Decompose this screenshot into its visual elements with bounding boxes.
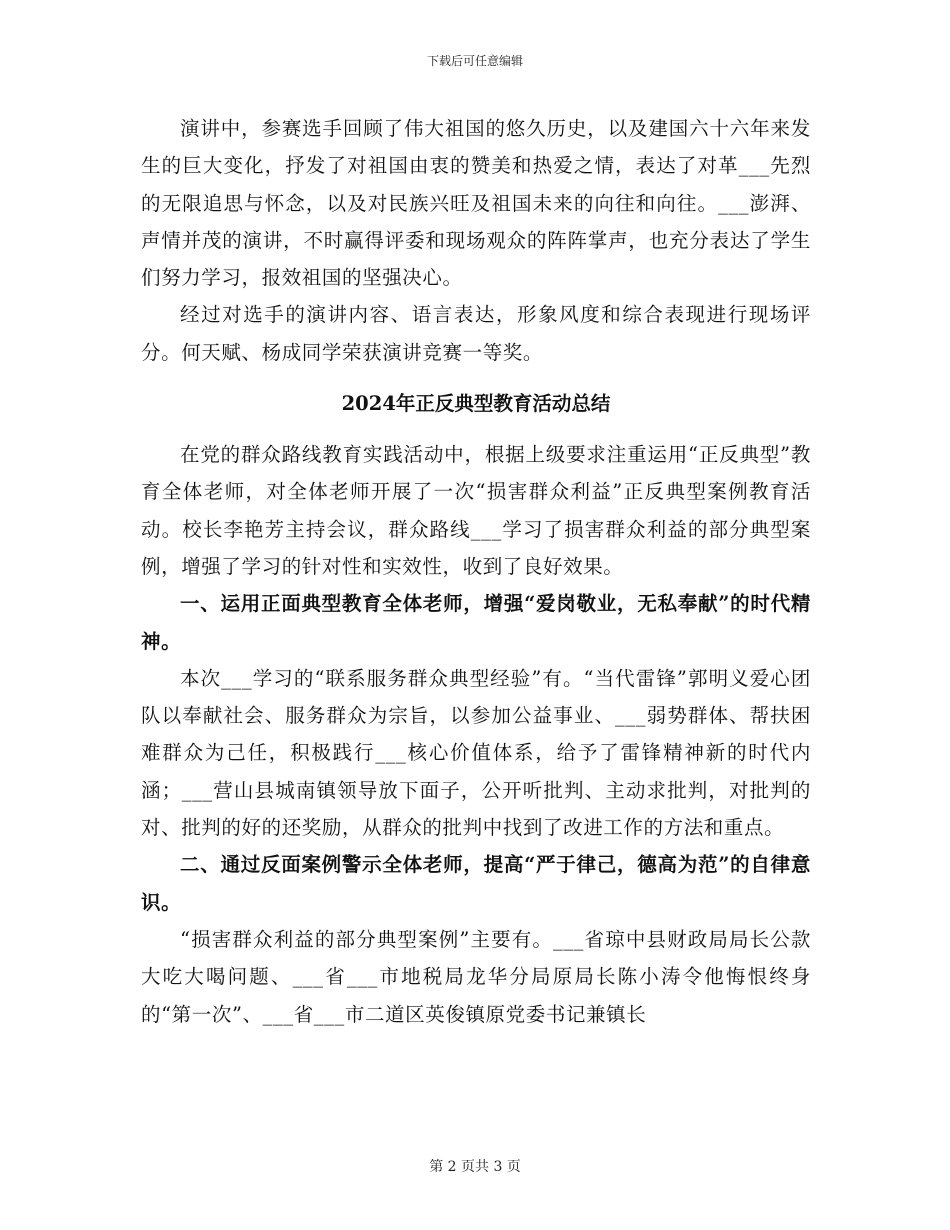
section-heading-1: 一、运用正面典型教育全体老师，增强“爱岗敬业，无私奉献”的时代精神。 — [141, 592, 811, 653]
document-title: 2024年正反典型教育活动总结 — [341, 392, 611, 416]
paragraph-positive-examples: 本次___学习的“联系服务群众典型经验”有。“当代雷锋”郭明义爱心团队以奉献社会、服务群众为宗旨，以参加公益事业、___弱势群体、帮扶困难群众为己任，积极践行___核心价值体系，给予了雷锋精神新的时代内涵；___营山县城南镇领导放下面子，公开听批判、主动求批判，对批判的对、批判的好的还奖励，从群众的批判中找到了改进工作的方法和重点。 — [141, 666, 811, 840]
paragraph-scoring: 经过对选手的演讲内容、语言表达，形象风度和综合表现进行现场评分。何天赋、杨成同学荣获演讲竞赛一等奖。 — [141, 303, 811, 364]
page-footer: 第 2 页共 3 页 — [429, 1159, 521, 1175]
section-heading-2: 二、通过反面案例警示全体老师，提高“严于律己，德高为范”的自律意识。 — [141, 853, 811, 914]
paragraph-intro: 在党的群众路线教育实践活动中，根据上级要求注重运用“正反典型”教育全体老师，对全体老师开展了一次“损害群众利益”正反典型案例教育活动。校长李艳芳主持会议，群众路线___学习了损害群众利益的部分典型案例，增强了学习的针对性和实效性，收到了良好效果。 — [141, 443, 811, 578]
page-header: 下载后可任意编辑 — [426, 54, 523, 68]
paragraph-negative-cases: “损害群众利益的部分典型案例”主要有。___省琼中县财政局局长公款大吃大喝问题、___省___市地税局龙华分局原局长陈小涛令他悔恨终身的“第一次”、___省___市二道区英俊镇原党委书记兼镇长 — [141, 927, 811, 1026]
document-body — [141, 110, 811, 1033]
paragraph-speech: 演讲中，参赛选手回顾了伟大祖国的悠久历史，以及建国六十六年来发生的巨大变化，抒发了对祖国由衷的赞美和热爱之情，表达了对革___先烈的无限追思与怀念，以及对民族兴旺及祖国未来的向往和向往。___澎湃、声情并茂的演讲，不时赢得评委和现场观众的阵阵掌声，也充分表达了学生们努力学习，报效祖国的坚强决心。 — [141, 117, 811, 290]
